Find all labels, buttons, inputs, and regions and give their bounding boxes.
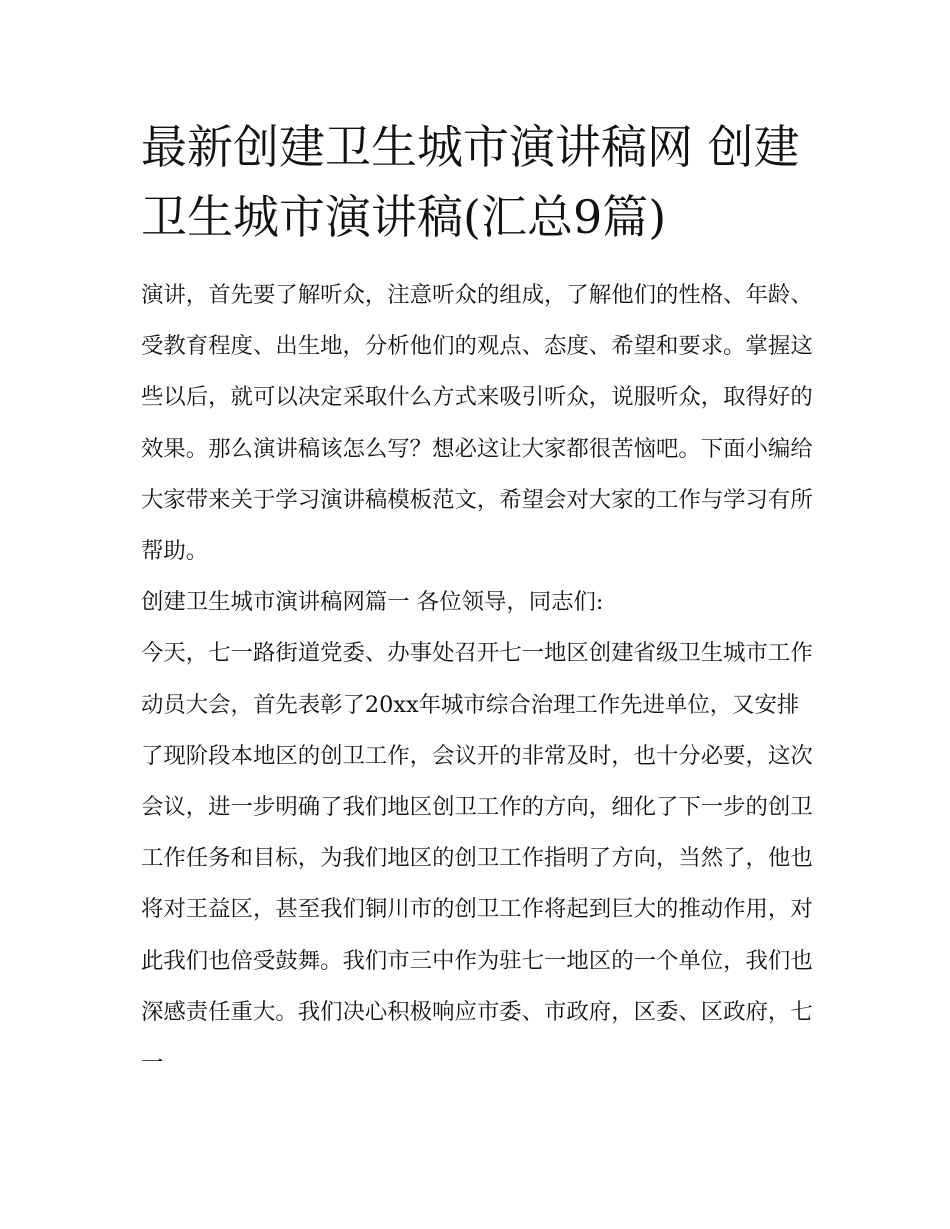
document-page bbox=[141, 112, 813, 1089]
document-title: 最新创建卫生城市演讲稿网 创建卫生城市演讲稿(汇总9篇) bbox=[141, 120, 800, 244]
paragraph-speech: 今天，七一路街道党委、办事处召开七一地区创建省级卫生城市工作动员大会，首先表彰了20xx年城市综合治理工作先进单位，又安排了现阶段本地区的创卫工作，会议开的非常及时，也十分必要，这次会议，进一步明确了我们地区创卫工作的方向，细化了下一步的创卫工作任务和目标，为我们地区的创卫工作指明了方向，当然了，他也将对王益区，甚至我们铜川市的创卫工作将起到巨大的推动作用，对此我们也倍受鼓舞。我们市三中作为驻七一地区的一个单位，我们也深感责任重大。我们决心积极响应市委、市政府，区委、区政府，七一 bbox=[141, 640, 813, 1077]
paragraph-intro: 演讲，首先要了解听众，注意听众的组成，了解他们的性格、年龄、受教育程度、出生地，分析他们的观点、态度、希望和要求。掌握这些以后，就可以决定采取什么方式来吸引听众，说服听众，取得好的效果。那么演讲稿该怎么写？想必这让大家都很苦恼吧。下面小编给大家带来关于学习演讲稿模板范文，希望会对大家的工作与学习有所帮助。 bbox=[141, 282, 813, 565]
document-body bbox=[141, 270, 813, 1089]
paragraph-section-heading: 创建卫生城市演讲稿网篇一 各位领导，同志们: bbox=[141, 589, 604, 616]
